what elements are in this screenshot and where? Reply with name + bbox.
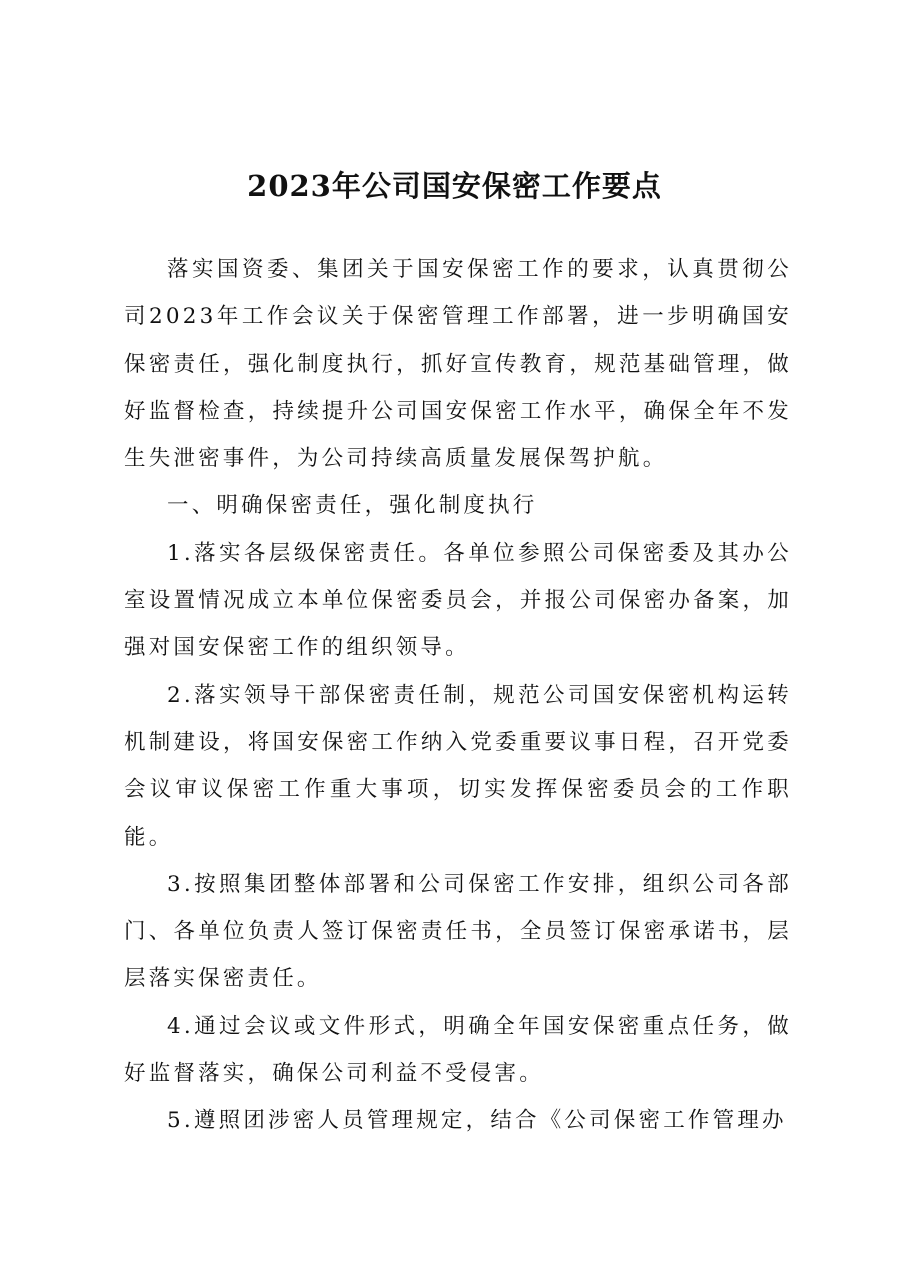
section-heading: 一、明确保密责任，强化制度执行 xyxy=(167,493,538,519)
document-body xyxy=(124,246,792,1145)
intro-paragraph: 落实国资委、集团关于国安保密工作的要求，认真贯彻公司2023年工作会议关于保密管理工作部署，进一步明确国安保密责任，强化制度执行，抓好宣传教育，规范基础管理，做好监督检查，持续提升公司国安保密工作水平，确保全年不发生失泄密事件，为公司持续高质量发展保驾护航。 xyxy=(124,257,792,472)
list-item-1: 1.落实各层级保密责任。各单位参照公司保密委及其办公室设置情况成立本单位保密委员会，并报公司保密办备案，加强对国安保密工作的组织领导。 xyxy=(124,540,792,661)
document-title: 2023年公司国安保密工作要点 xyxy=(247,169,662,203)
list-item-4: 4.通过会议或文件形式，明确全年国安保密重点任务，做好监督落实，确保公司利益不受侵害。 xyxy=(124,1013,792,1087)
list-item-5: 5.遵照团涉密人员管理规定，结合《公司保密工作管理办 xyxy=(167,1108,787,1134)
list-item-3: 3.按照集团整体部署和公司保密工作安排，组织公司各部门、各单位负责人签订保密责任书，全员签订保密承诺书，层层落实保密责任。 xyxy=(124,871,792,992)
list-item-2: 2.落实领导干部保密责任制，规范公司国安保密机构运转机制建设，将国安保密工作纳入党委重要议事日程，召开党委会议审议保密工作重大事项，切实发挥保密委员会的工作职能。 xyxy=(124,682,792,850)
